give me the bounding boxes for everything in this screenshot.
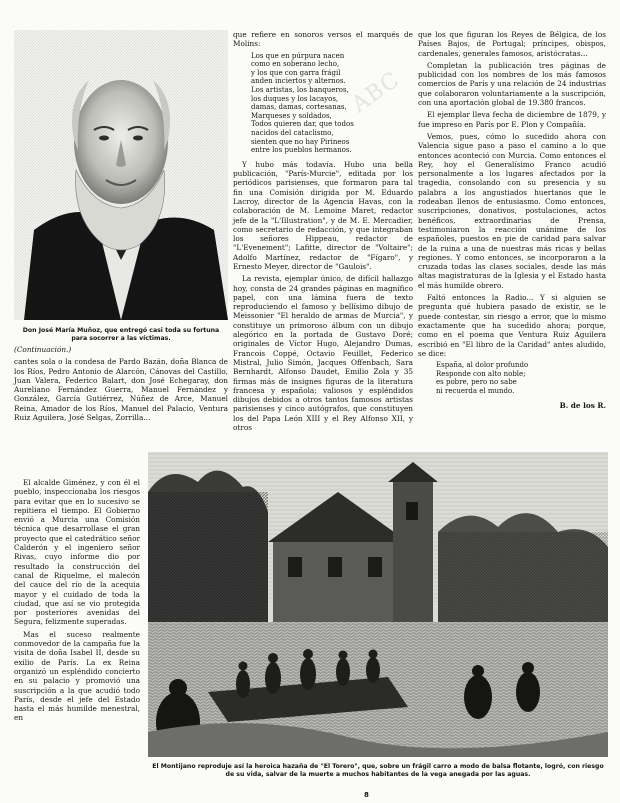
verse-line: sienten que no hay Pirineos [251,137,350,146]
portrait-photo [14,30,228,320]
column-left [14,345,228,425]
verse-line: los duques y los lacayos, [251,94,339,103]
paragraph: El ejemplar lleva fecha de diciembre de 1879, y fue impreso en París por E. Plon y Compañía. [418,110,606,129]
portrait-caption: Don José María Muñoz, que entregó casi toda su fortuna para socorrer a las víctimas. [22,327,220,342]
verse-line: Todos quieren dar, que todos [251,120,354,129]
continuation-note: (Continuación.) [14,345,72,354]
column-middle [233,30,413,435]
paragraph: Faltó entonces la Radio... Y si alguien se pregunta qué hubiera pasado de existir, se le puede contestar, sin riesgo a error, que lo mismo exactamente que ha sucedido ahora; porque, como en el poema que Ventura Ruiz Aguilera escribió en "El libro de la Caridad" antes aludido, se dice: [418,293,606,358]
paragraph: El alcalde Giménez, y con él el pueblo, inspeccionaba los riesgos para evitar que en lo sucesivo se repitiera el tiempo. El Gobierno envió a Murcia una Comisión técnica que desarrollase el gran proyecto que el catedrático señor Calderón y el ingeniero señor Rivas, cuyo informe dio por resultado la construcción del canal de Riquelme, el malecón del cauce del río de la acequia mayor y el cuidado de toda la ciudad, que así se vio protegida por posteriores avenidas del Segura, felizmente superadas. [14,478,140,627]
poem [436,361,606,395]
paragraph: que los que figuran los Reyes de Bélgica, de los Países Bajos, de Portugal; príncipes, obispos, cardenales, generales famosos, aristócratas... [418,30,606,58]
paragraph: Mas el suceso realmente conmovedor de la campaña fue la visita de doña Isabel II, desde su exilio de París. La ex Reina organizó un espléndido concierto en su palacio y promovió una suscripción a la que acudió todo París, desde el jefe del Estado hasta el más humilde menestral, en [14,629,140,723]
verse-line: y los que con garra frágil [251,68,341,77]
verse-line: Responde con alto noble; [436,369,526,378]
verse-line: ni recuerda el mundo. [436,386,515,395]
author-signature: B. de los R. [559,401,606,411]
verse-line: nacidos del cataclismo, [251,128,334,137]
watermark: ABC [347,67,405,118]
verse-line: Los que en púrpura nacen [251,51,345,60]
paragraph: Vemos, pues, cómo lo sucedido ahora con Valencia sigue paso a paso el camino a lo que entonces aconteció con Murcia. Como entonces el Rey, hoy el Generalísimo Franco acudió personalmente a los lugares afectados por la tragedia, consolando con su presencia y su palabra a los angustiados huertanos que le rodeaban llenos de entusiasmo. Como entonces, suscripciones, donativos, postulaciones, actos benéficos, extraordinarias de Prensa, testimoniaron la reacción unánime de los españoles, puestos en pie de caridad para salvar de la ruina a una de nuestras más ricas y bellas regiones. Y como entonces, se incorporaron a la cruzada todas las clases sociales, desde las más altas magistraturas de la Iglesia y el Estado hasta el más humilde obrero. [418,131,606,290]
engraving-caption: El Montijano reproduje así la heroica hazaña de "El Torero", que, sobre un frágil carro a modo de balsa flotante, logró, con riesgo de su vida, salvar de la muerte a muchos habitantes de la vega anegada por las aguas. [152,763,604,778]
column-right [418,30,606,411]
paragraph: cantes sola o la condesa de Pardo Bazán, doña Blanca de los Ríos, Pedro Antonio de Alarcón, Cánovas del Castillo, Juan Valera, Federico Balart, don José Echegaray, don Aureliano Fernández Guerra, Manuel Fernández y González, García Gutiérrez, Núñez de Arce, Manuel Reina, Amador de los Ríos, Manuel del Palacio, Ventura Ruiz Aguilera, José Selgas, Zorrilla... [14,357,228,423]
paragraph: Y hubo más todavía. Hubo una bella publicación, "París-Murcie", editada por los periódicos parisienses, que formaron para tal fin una Comisión dirigida por M. Eduardo Lacroy, director de la Agencia Havas, con la colaboración de M. Lemoine Maret, redactor jefe de la "L'Illustration", y de M. E. Mercadier, como secretario de redacción, y que integraban los señores Hippeau, redactor de "L'Evenement"; Lafitte, director de "Voltaire"; Adolfo Martínez, redactor de "Fígaro", y Ernesto Meyer, director de "Gaulois". [233,159,413,271]
verse-line: damas, damas, cortesanas, [251,103,347,112]
verse-line: España, al dolor profundo [436,361,529,370]
verse-line: Marqueses y soldados, [251,111,332,120]
verse-line: es pobre, pero no sabe [436,378,517,387]
verse-line: anden inciertos y alternos. [251,77,346,86]
verse-line: entre los pueblos hermanos. [251,146,352,155]
paragraph: La revista, ejemplar único, de difícil hallazgo hoy, consta de 24 grandes páginas en magnífico papel, con una lámina fuera de texto reproduciendo el famoso y bellísimo dibujo de Meissonier "El heraldo de armas de Murcia", y constituye un primoroso álbum con un dibujo alegórico en la portada de Gustavo Doré; originales de Víctor Hugo, Alejandro Dumas, Francois Coppé, Octavio Feuillet, Federico Mistral, Julio Simón, Jacques Offenbach, Sara Bernhardt, Alfonso Daudet, Emilio Zola y 35 firmas más de insignes figuras de la literatura francesa y española; valiosos y espléndidos dibujos debidos a otros tantos famosos artistas parisienses y cinco autógrafos, que constituyen los del Papa León XIII y el Rey Alfonso XII, y otros [233,274,413,433]
verse-line: como en soberano lecho, [251,60,340,69]
verse-line: Los artistas, los banqueros, [251,85,349,94]
paragraph: que refiere en sonoros versos el marqués de Molins: [233,30,413,49]
page-number: 8 [364,791,369,799]
paragraph: Completan la publicación tres páginas de publicidad con los nombres de los más famosos comercios de París y una relación de 24 industrias que colaboraron voluntariamente a la suscripción, con una aportación global de 19.380 francos. [418,60,606,108]
poem [251,52,413,155]
column-left-narrow [14,478,140,726]
flood-engraving [148,452,608,757]
